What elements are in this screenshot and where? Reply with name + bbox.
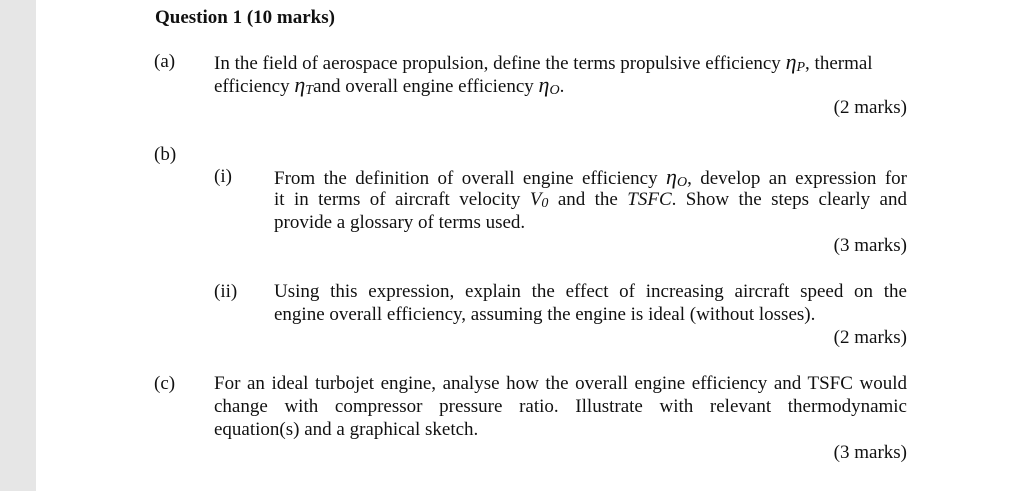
part-a-label: (a) bbox=[154, 51, 176, 72]
part-c-line-3: equation(s) and a graphical sketch. bbox=[214, 419, 479, 440]
part-a-line-1: In the field of aerospace propulsion, define the terms propulsive efficiency ηP, thermal bbox=[214, 49, 873, 75]
part-b-ii-line-2: engine overall efficiency, assuming the engine is ideal (without losses). bbox=[274, 304, 816, 325]
part-c-label: (c) bbox=[154, 373, 176, 394]
part-b-ii-line-1: Using this expression, explain the effect of increasing aircraft speed on the bbox=[274, 281, 907, 302]
part-a-line-2: efficiency ηTand overall engine efficiency ηO. bbox=[214, 72, 565, 98]
part-c-marks: (3 marks) bbox=[833, 442, 907, 463]
part-b-i-label: (i) bbox=[214, 166, 232, 187]
part-b-i-line-2: it in terms of aircraft velocity V0 and the TSFC. Show the steps clearly and bbox=[274, 189, 907, 211]
part-b-label: (b) bbox=[154, 144, 177, 165]
part-b-i-marks: (3 marks) bbox=[833, 235, 907, 256]
part-b-ii-label: (ii) bbox=[214, 281, 238, 302]
part-c-line-1: For an ideal turbojet engine, analyse how the overall engine efficiency and TSFC would bbox=[214, 373, 907, 394]
part-b-ii-marks: (2 marks) bbox=[833, 327, 907, 348]
part-c-line-2: change with compressor pressure ratio. Illustrate with relevant thermodynamic bbox=[214, 396, 907, 417]
part-b-i-line-1: From the definition of overall engine efficiency ηO, develop an expression for bbox=[274, 164, 907, 190]
part-a-marks: (2 marks) bbox=[833, 97, 907, 118]
question-title: Question 1 (10 marks) bbox=[155, 7, 335, 28]
part-b-i-line-3: provide a glossary of terms used. bbox=[274, 212, 526, 233]
document-page bbox=[36, 0, 1014, 491]
